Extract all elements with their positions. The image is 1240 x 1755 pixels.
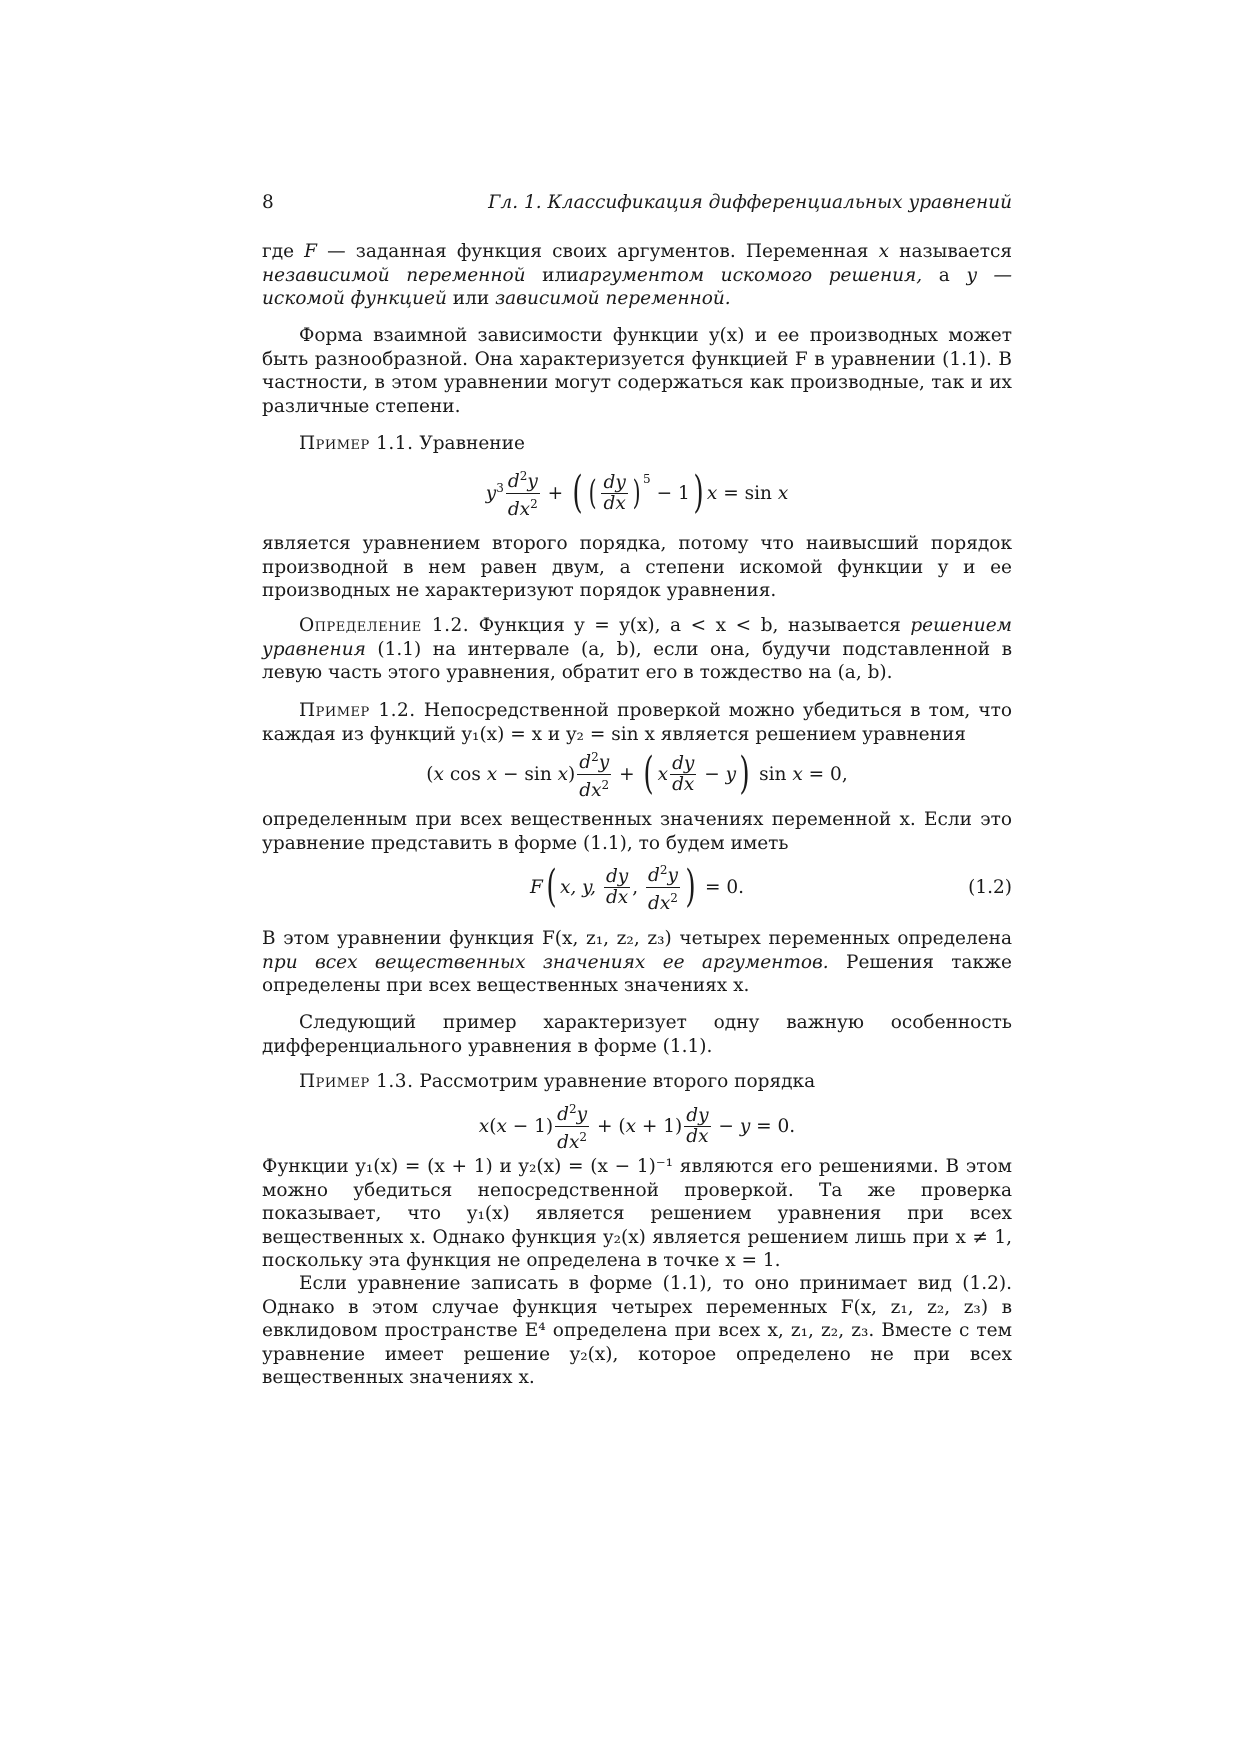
paragraph-text: Функции y₁(x) = (x + 1) и y₂(x) = (x − 1)⁻¹ являются его решениями. В этом можно убедиться непосредственной проверкой. Та же проверка показывает, что y₁(x) является решением уравнения при всех вещественных x. Однако функция y₂(x) является решением лишь при x ≠ 1, поскольку эта функция не определена в точке x = 1.: [262, 1156, 1012, 1271]
example-label: Пример 1.3.: [299, 1071, 414, 1092]
definition-label: Определение 1.2.: [299, 615, 470, 636]
equation-1: $y^3$ $\frac{d^2y}{dx^2}$ + ( ( $\frac{dy}{dx}$ ) $^5$ − 1 ) x = sin x: [485, 467, 789, 520]
term-italic: при всех вещественных значениях ее аргументов.: [262, 951, 829, 973]
text: называется: [889, 241, 1012, 262]
text: а: [922, 264, 967, 286]
text: или: [446, 288, 496, 309]
text: Решения также определены при всех вещественных значениях x.: [262, 951, 1012, 996]
term-italic: аргументом искомого решения,: [578, 264, 923, 286]
paragraph-intro: [262, 240, 1012, 311]
text: где: [262, 241, 305, 262]
paragraph-next: [262, 1011, 1012, 1058]
term-italic: — искомой функцией: [262, 264, 1012, 309]
page-number: 8: [262, 192, 274, 213]
running-header: [262, 192, 1012, 218]
text: (1.1) на интервале (a, b), если она, будучи подставленной в левую часть этого уравнения, обратит его в тождество на (a, b).: [262, 638, 1012, 683]
example-1-3: [262, 1070, 1012, 1094]
text: Непосредственной проверкой можно убедиться в том, что каждая из функций y₁(x) = x и y₂ = sin x является решением уравнения: [262, 700, 1012, 745]
paragraph-after-eq3: [262, 927, 1012, 998]
text: Уравнение: [419, 433, 525, 454]
paragraph-text: является уравнением второго порядка, потому что наивысший порядок производной в нем равен двум, а степени искомой функции y и ее производных не характеризуют порядок уравнения.: [262, 533, 1012, 601]
math-var: F: [304, 241, 318, 262]
equation-3: x ( x − 1) $\frac{d^2y}{dx^2}$ + ( x + 1) $\frac{dy}{dx}$ − y = 0.: [262, 1100, 1012, 1152]
paragraph-after-eq4: [262, 1155, 1012, 1273]
example-1-2: [262, 699, 1012, 746]
text: или: [525, 264, 579, 286]
paragraph-after-eq2: [262, 808, 1012, 855]
equation-1-2: F ( x, y, $\frac{dy}{dx}$ , $\frac{d^2y}{dx^2}$ ) = 0. (1.2): [529, 861, 1012, 914]
example-1-1: [262, 432, 1012, 456]
paragraph-form: [262, 324, 1012, 418]
term-italic: решением уравнения: [262, 615, 1012, 660]
definition-1-2: [262, 614, 1012, 685]
paragraph-text: Форма взаимной зависимости функции y(x) и ее производных может быть разнообразной. Она характеризуется функцией F в уравнении (1.1). В частности, в этом уравнении могут содержаться как производные, так и их различные степени.: [262, 325, 1012, 417]
term-italic: независимой переменной: [262, 264, 526, 286]
text: — заданная функция своих аргументов. Переменная: [317, 241, 879, 262]
paragraph-last: [262, 1272, 1012, 1390]
text: Рассмотрим уравнение второго порядка: [419, 1071, 816, 1092]
term-italic: зависимой переменной.: [495, 288, 731, 309]
math-var: x: [878, 241, 890, 262]
paragraph-text: определенным при всех вещественных значениях переменной x. Если это уравнение представить в форме (1.1), то будем иметь: [262, 809, 1012, 854]
chapter-title: Гл. 1. Классификация дифференциальных уравнений: [488, 192, 1012, 213]
example-label: Пример 1.1.: [299, 433, 414, 454]
equation-number: (1.2): [968, 876, 1012, 898]
paragraph-text: Следующий пример характеризует одну важную особенность дифференциального уравнения в форме (1.1).: [262, 1012, 1012, 1057]
paragraph-text: Если уравнение записать в форме (1.1), то оно принимает вид (1.2). Однако в этом случае функция четырех переменных F(x, z₁, z₂, z₃) в евклидовом пространстве E⁴ определена при всех x, z₁, z₂, z₃. Вместе с тем уравнение имеет решение y₂(x), которое определено не при всех вещественных значениях x.: [262, 1273, 1012, 1388]
equation-2: ( x cos x − sin x ) $\frac{d^2y}{dx^2}$ + ( x $\frac{dy}{dx}$ − y ) sin x = 0,: [426, 748, 848, 801]
paragraph-after-eq1: [262, 532, 1012, 603]
text: В этом уравнении функция F(x, z₁, z₂, z₃) четырех переменных определена: [262, 928, 1012, 949]
text: Функция y = y(x), a < x < b, называется: [478, 615, 911, 636]
math-var: y: [966, 264, 977, 286]
example-label: Пример 1.2.: [299, 700, 416, 721]
